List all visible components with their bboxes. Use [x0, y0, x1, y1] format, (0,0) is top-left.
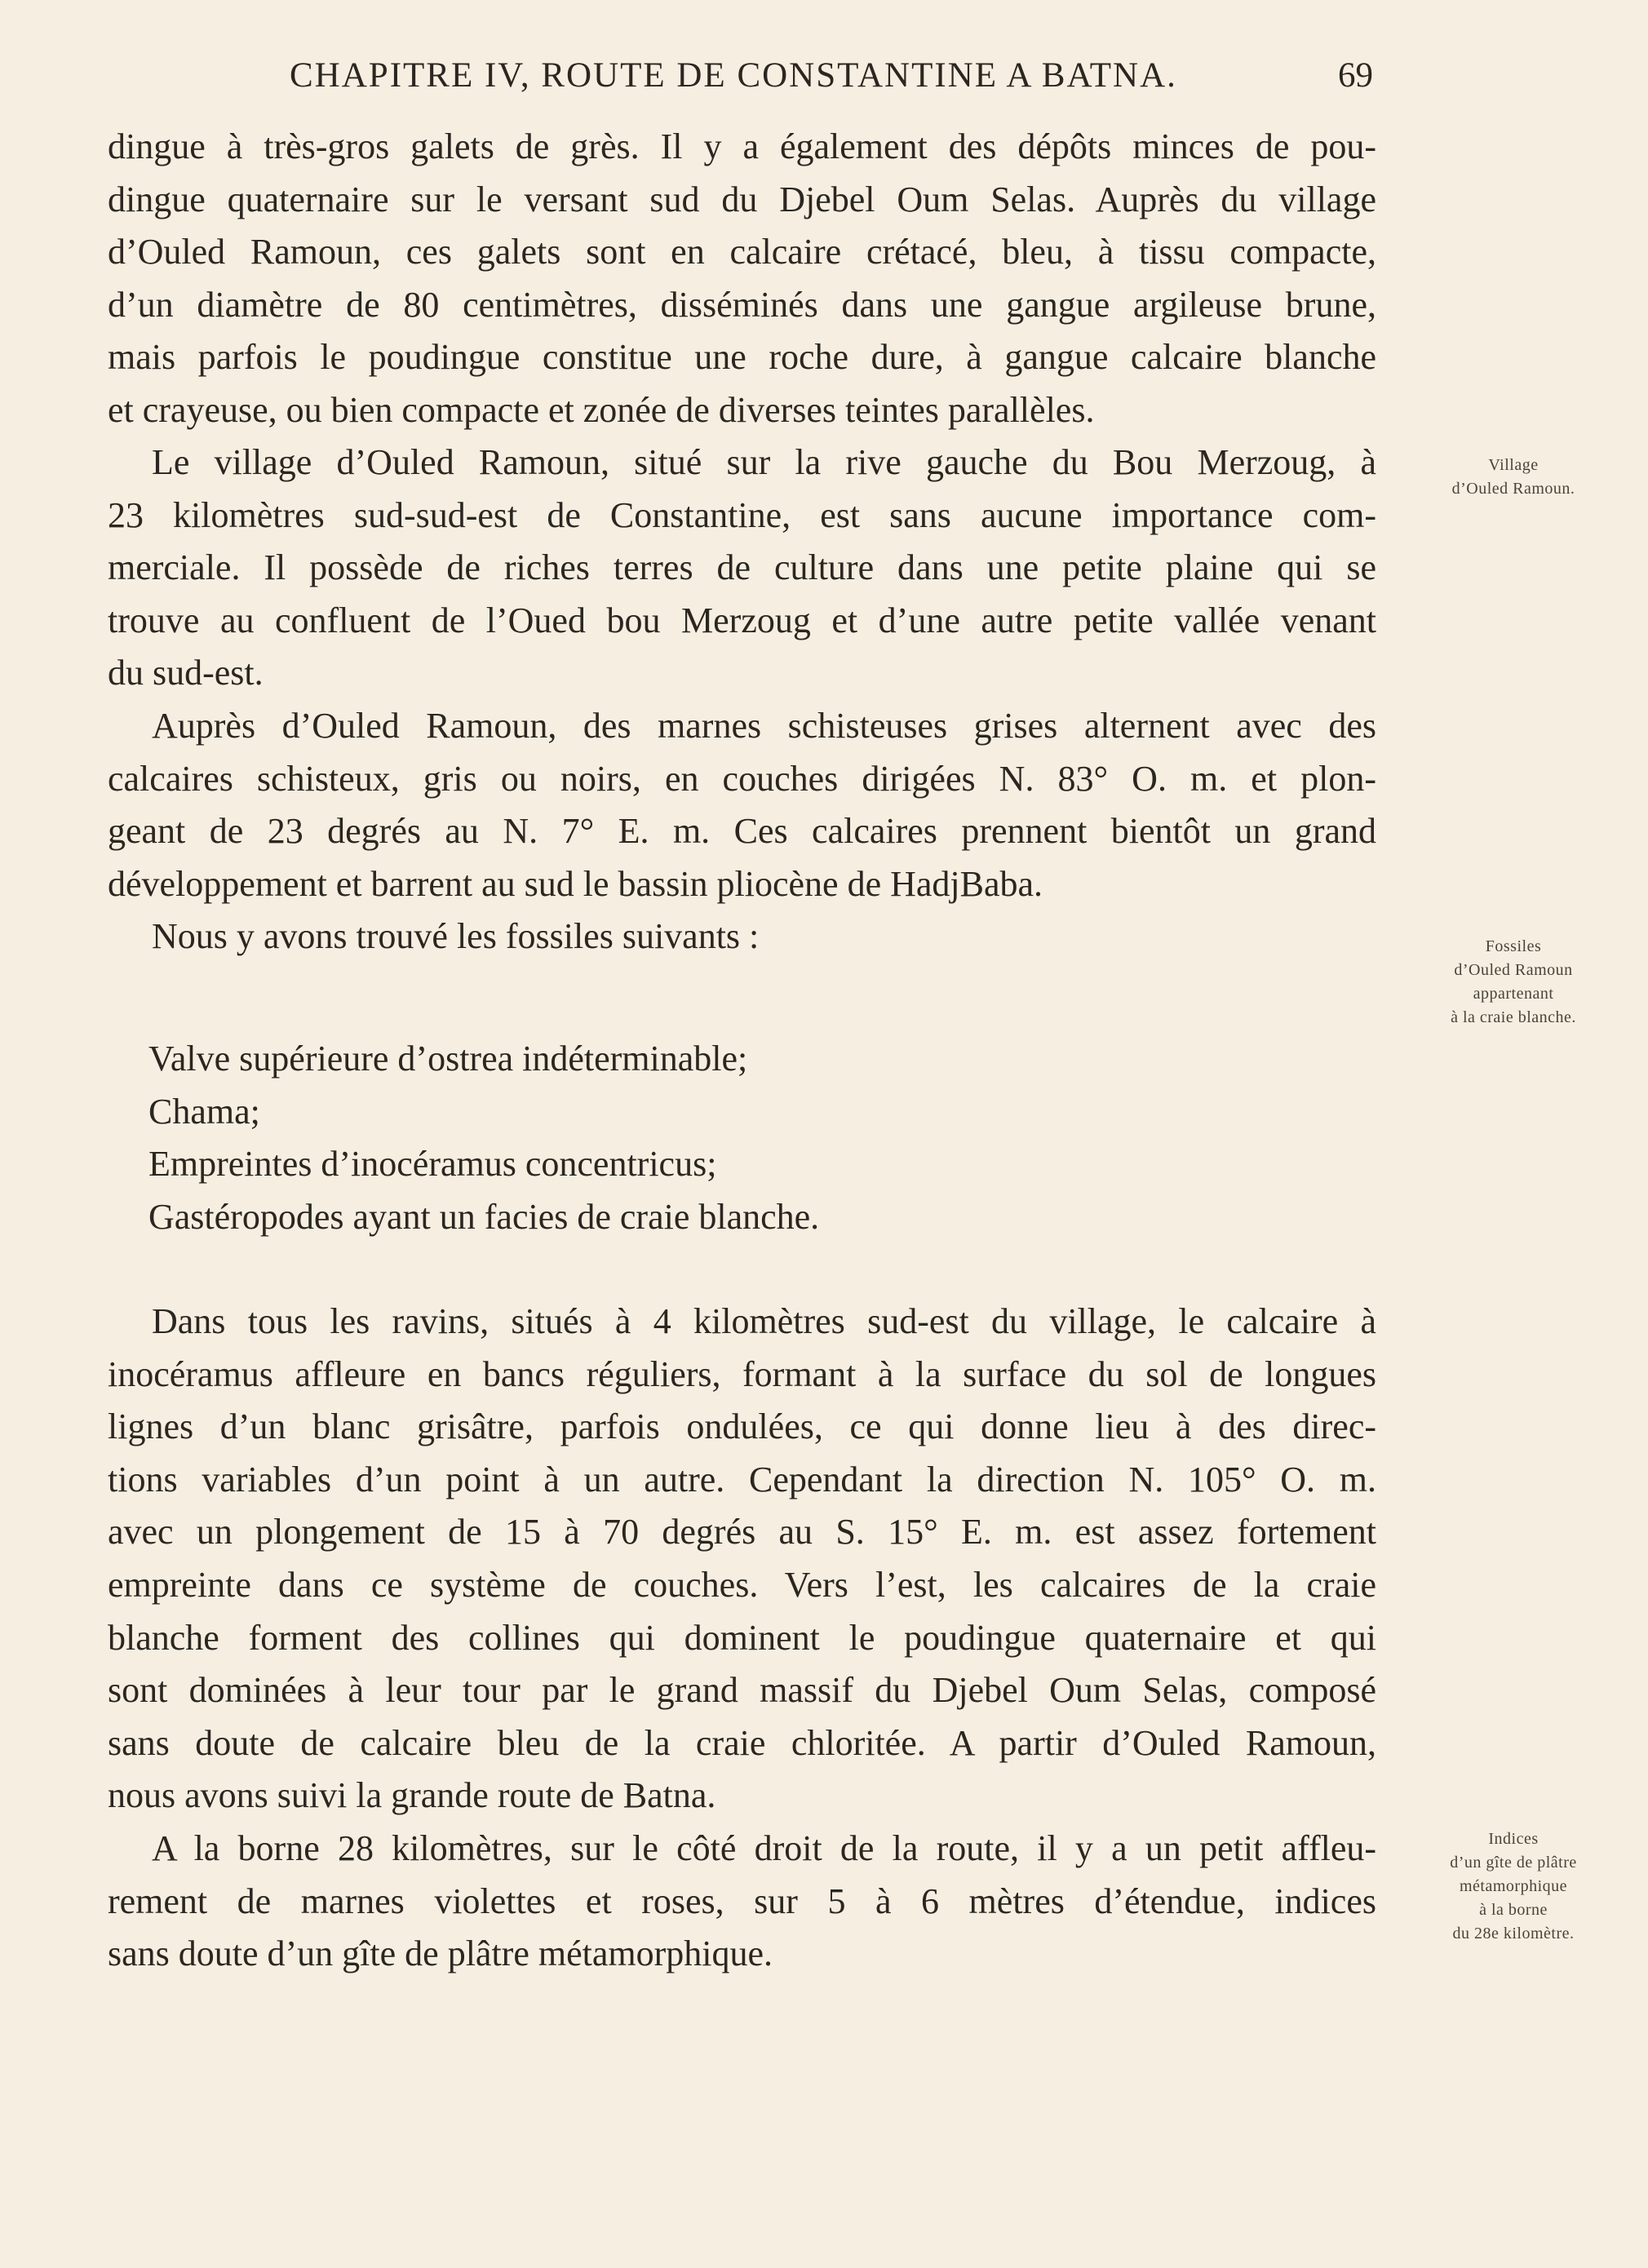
margin-note-line: du 28e kilomètre. [1452, 1925, 1575, 1942]
text-line: Auprès d’Ouled Ramoun, des marnes schisteuses grises alternent avec des [152, 706, 1376, 746]
margin-note-line: Fossiles [1485, 937, 1542, 955]
text-line: du sud-est. [108, 653, 264, 693]
text-line: développement et barrent au sud le bassin pliocène de HadjBaba. [108, 863, 1043, 904]
paragraph-marnes [108, 700, 1376, 910]
margin-note-line: à la borne [1479, 1901, 1548, 1919]
margin-note-line: appartenant [1473, 985, 1554, 1003]
list-item: Gastéropodes ayant un facies de craie blanche. [148, 1196, 820, 1237]
text-line: calcaires schisteux, gris ou noirs, en couches dirigées N. 83° O. m. et plon- [108, 758, 1376, 799]
text-line: 23 kilomètres sud-sud-est de Constantine, est sans aucune importance com- [108, 494, 1376, 535]
list-item: Valve supérieure d’ostrea indéterminable; [148, 1039, 748, 1079]
text-line: trouve au confluent de l’Oued bou Merzoug et d’une autre petite vallée venant [108, 600, 1376, 640]
text-line: rement de marnes violettes et roses, sur 5 à 6 mètres d’étendue, indices [108, 1880, 1376, 1921]
text-line: dingue à très-gros galets de grès. Il y a également des dépôts minces de pou- [108, 126, 1376, 166]
list-item: Empreintes d’inocéramus concentricus; [148, 1144, 717, 1185]
margin-note-line: d’Ouled Ramoun [1454, 961, 1573, 979]
text-line: tions variables d’un point à un autre. Cependant la direction N. 105° O. m. [108, 1459, 1376, 1499]
fossil-list [148, 1033, 819, 1243]
text-line: lignes d’un blanc grisâtre, parfois ondulées, ce qui donne lieu à des direc- [108, 1406, 1376, 1447]
margin-note-line: à la craie blanche. [1451, 1008, 1576, 1026]
text-line: blanche forment des collines qui dominent le poudingue quaternaire et qui [108, 1617, 1376, 1658]
text-line: sont dominées à leur tour par le grand massif du Djebel Oum Selas, composé [108, 1670, 1376, 1711]
text-line: empreinte dans ce système de couches. Vers l’est, les calcaires de la craie [108, 1564, 1376, 1605]
text-line: avec un plongement de 15 à 70 degrés au S. 15° E. m. est assez fortement [108, 1512, 1376, 1553]
text-line: Dans tous les ravins, situés à 4 kilomètres sud-est du village, le calcaire à [152, 1301, 1376, 1341]
text-line: d’Ouled Ramoun, ces galets sont en calcaire crétacé, bleu, à tissu compacte, [108, 232, 1376, 272]
margin-note-indices [1415, 1827, 1611, 1946]
text-line: sans doute d’un gîte de plâtre métamorphique. [108, 1934, 773, 1974]
text-line: inocéramus affleure en bancs réguliers, formant à la surface du sol de longues [108, 1353, 1376, 1394]
page-number: 69 [1338, 56, 1373, 95]
paragraph-village [108, 436, 1376, 700]
margin-note-line: métamorphique [1459, 1877, 1568, 1895]
margin-note-line: Indices [1488, 1830, 1539, 1848]
text-line: A la borne 28 kilomètres, sur le côté droit de la route, il y a un petit affleu- [152, 1828, 1376, 1868]
text-line: Le village d’Ouled Ramoun, situé sur la rive gauche du Bou Merzoug, à [152, 442, 1376, 482]
text-line: geant de 23 degrés au N. 7° E. m. Ces calcaires prennent bientôt un grand [108, 811, 1376, 852]
running-head: CHAPITRE IV, ROUTE DE CONSTANTINE A BATNA. [290, 56, 1177, 95]
text-line: mais parfois le poudingue constitue une roche dure, à gangue calcaire blanche [108, 337, 1376, 378]
text-line: d’un diamètre de 80 centimètres, disséminés dans une gangue argileuse brune, [108, 284, 1376, 325]
margin-note-fossiles [1415, 935, 1611, 1030]
text-line: merciale. Il possède de riches terres de culture dans une petite plaine qui se [108, 547, 1376, 588]
paragraph-continuation [108, 121, 1376, 437]
text-line: Nous y avons trouvé les fossiles suivants : [152, 916, 760, 956]
margin-note-line: d’Ouled Ramoun. [1451, 480, 1575, 498]
paragraph-ravins [108, 1296, 1376, 1823]
text-line: et crayeuse, ou bien compacte et zonée de diverses teintes parallèles. [108, 389, 1095, 430]
text-line: dingue quaternaire sur le versant sud du Djebel Oum Selas. Auprès du village [108, 179, 1376, 219]
paragraph-borne [108, 1823, 1376, 1981]
margin-note-line: Village [1488, 456, 1539, 474]
margin-note-line: d’un gîte de plâtre [1450, 1854, 1577, 1872]
paragraph-fossils-intro [108, 910, 1376, 963]
list-item: Chama; [148, 1091, 260, 1132]
margin-note-village [1415, 454, 1611, 501]
text-line: nous avons suivi la grande route de Batna. [108, 1775, 716, 1816]
text-line: sans doute de calcaire bleu de la craie chloritée. A partir d’Ouled Ramoun, [108, 1722, 1376, 1763]
